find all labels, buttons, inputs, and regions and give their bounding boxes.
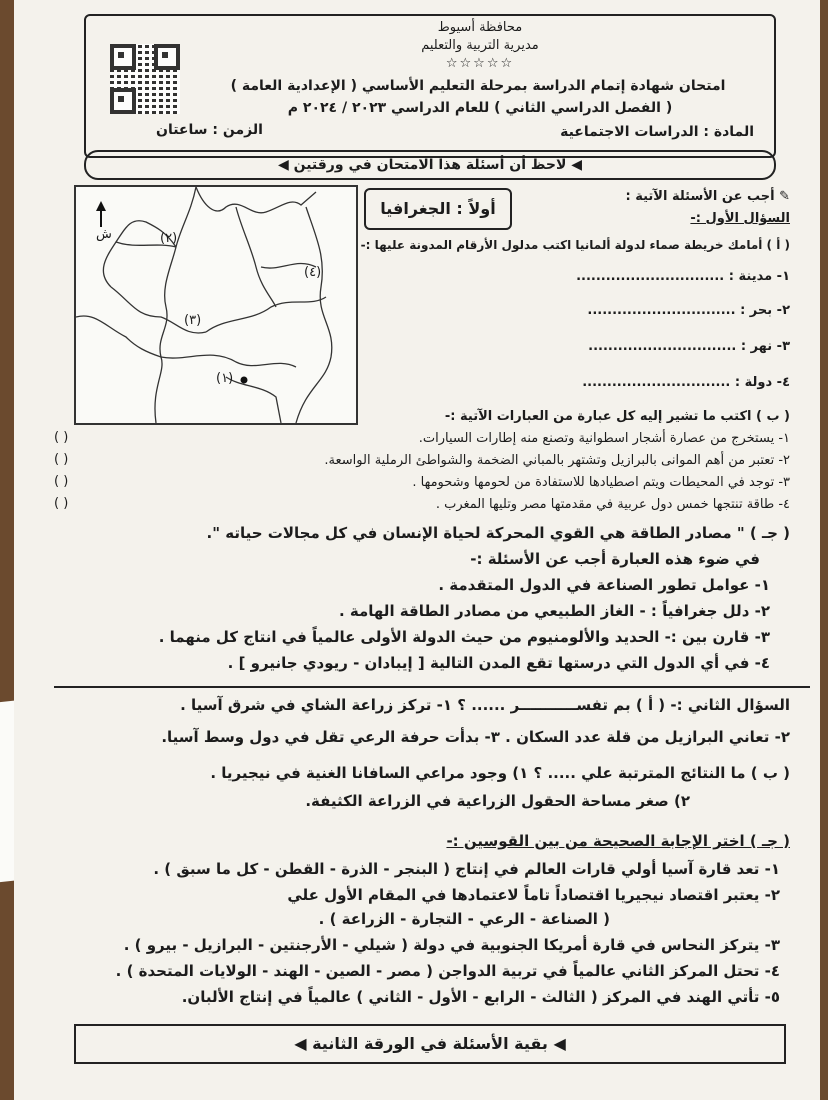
q2c-item-5: ٥- تأتي الهند في المركز ( الثالث - الرابع - الأول - الثاني ) عالمياً في إنتاج الألبان. <box>181 988 780 1006</box>
stars: ☆☆☆☆☆ <box>445 56 515 71</box>
q1c-item-2: ٢- دلل جغرافياً : - الغاز الطبيعي من مصادر الطاقة الهامة . <box>338 602 770 620</box>
q1a-item-2: ٢- بحر : .............................. <box>587 303 790 318</box>
q2c-title: ( جـ ) اختر الإجابة الصحيحة من بين القوسين :- <box>446 832 790 850</box>
q1b-item-4: ٤- طاقة تنتجها خمس دول عربية في مقدمتها مصر وتليها المغرب . <box>435 497 790 512</box>
q1a-item-3: ٣- نهر : .............................. <box>588 339 790 354</box>
q1b-item-2: ٢- تعتبر من أهم الموانى بالبرازيل وتشتهر بالمباني الضخمة والشواطئ الرملية الواسعة. <box>324 453 790 468</box>
q2-block <box>30 696 790 1016</box>
north-label: ش <box>96 227 112 242</box>
q1c-title: ( جـ ) " مصادر الطاقة هي القوي المحركة لحياة الإنسان في كل مجالات حياته ". <box>206 524 790 542</box>
q1b-item-1: ١- يستخرج من عصارة أشجار اسطوانية وتصنع منه إطارات السيارات. <box>418 431 790 446</box>
notice-banner: ◀ لاحظ أن أسئلة هذا الامتحان في ورقتين ◀ <box>84 150 776 180</box>
continue-footer: ◀ بقية الأسئلة في الورقة الثانية ◀ <box>74 1024 786 1064</box>
geography-section-title: أولاً : الجغرافيا <box>364 188 512 230</box>
q1c-item-1: ١- عوامل تطور الصناعة في الدول المتقدمة . <box>438 576 770 594</box>
q1a-item-4: ٤- دولة : .............................. <box>582 375 790 390</box>
q1a-title: ( أ ) أمامك خريطة صماء لدولة ألمانيا اكتب مدلول الأرقام المدونة عليها :- <box>360 238 790 252</box>
q1a-item-1: ١- مدينة : .............................. <box>576 269 790 284</box>
q1-column <box>350 188 790 418</box>
q2b-line-2: ٢) صغر مساحة الحقول الزراعية في الزراعة الكثيفة. <box>305 792 690 810</box>
q1c-intro: في ضوء هذه العبارة أجب عن الأسئلة :- <box>470 550 760 568</box>
q1c-block <box>30 524 790 684</box>
germany-map <box>74 185 358 425</box>
q1b-item-3: ٣- توجد في المحيطات ويتم اصطيادها للاستفادة من لحومها وشحومها . <box>412 475 790 490</box>
map-label-2: (٢) <box>160 231 178 246</box>
answer-blank-3[interactable]: ( ) <box>54 474 69 489</box>
answer-blank-4[interactable]: ( ) <box>54 496 69 511</box>
exam-paper <box>14 0 820 1100</box>
q2b-line-1: ( ب ) ما النتائج المترتبة علي ..... ؟ ١) وجود مراعي السافانا الغنية في نيجيريا . <box>210 764 790 782</box>
term-line: ( الفصل الدراسي الثاني ) للعام الدراسي ٢٠٢٣ / ٢٠٢٤ م <box>287 100 673 116</box>
map-label-4: (٤) <box>304 265 322 280</box>
q2a-line-2: ٢- تعاني البرازيل من قلة عدد السكان . ٣- بدأت حرفة الرعي تقل في دول وسط آسيا. <box>161 728 790 746</box>
q2c-item-4: ٤- تحتل المركز الثاني عالمياً في تربية الدواجن ( مصر - الصين - الهند - الولايات المتحدة ) . <box>115 962 780 980</box>
germany-map-drawing <box>76 187 356 423</box>
answer-blank-2[interactable]: ( ) <box>54 452 69 467</box>
q2c-item-1: ١- تعد قارة آسيا أولي قارات العالم في إنتاج ( البنجر - الذرة - القطن - كل ما سبق ) . <box>153 860 780 878</box>
q1b-block <box>50 408 790 518</box>
q1c-item-3: ٣- قارن بين :- الحديد والألومنيوم من حيث الدولة الأولى عالمياً في انتاج كل منهما . <box>158 628 770 646</box>
map-label-3: (٣) <box>184 313 202 328</box>
answer-instruction: ✎ أجب عن الأسئلة الآتية : <box>625 189 790 204</box>
exam-title: امتحان شهادة إتمام الدراسة بمرحلة التعليم الأساسي ( الإعدادية العامة ) <box>230 78 726 94</box>
answer-blank-1[interactable]: ( ) <box>54 430 69 445</box>
map-label-1: (١) <box>216 371 234 386</box>
q1b-title: ( ب ) اكتب ما تشير إليه كل عبارة من العبارات الآتية :- <box>444 409 790 424</box>
q2c-item-2: ٢- يعتبر اقتصاد نيجيريا اقتصاداً تاماً لاعتمادها في المقام الأول علي <box>287 886 780 904</box>
subject: المادة : الدراسات الاجتماعية <box>560 124 754 140</box>
directorate: مديرية التربية والتعليم <box>421 38 539 53</box>
q2a-line-1: السؤال الثاني :- ( أ ) بم تفســـــــــــر ...... ؟ ١- تركز زراعة الشاي في شرق آسيا . <box>180 696 790 714</box>
governorate: محافظة أسيوط <box>437 20 523 35</box>
q2c-item-3: ٣- يتركز النحاس في قارة أمريكا الجنوبية في دولة ( شيلي - الأرجنتين - البرازيل - بيرو ) . <box>123 936 780 954</box>
qr-code-icon <box>110 44 180 114</box>
q1-title: السؤال الأول :- <box>690 211 790 226</box>
q1c-item-4: ٤- في أي الدول التي درستها تقع المدن التالية [ إيبادان - ريودي جانيرو ] . <box>227 654 770 672</box>
section-divider <box>54 686 810 688</box>
duration: الزمن : ساعتان <box>156 122 263 138</box>
q2c-item-2-options: ( الصناعة - الرعي - التجارة - الزراعة ) . <box>318 910 610 928</box>
exam-header <box>84 14 776 158</box>
